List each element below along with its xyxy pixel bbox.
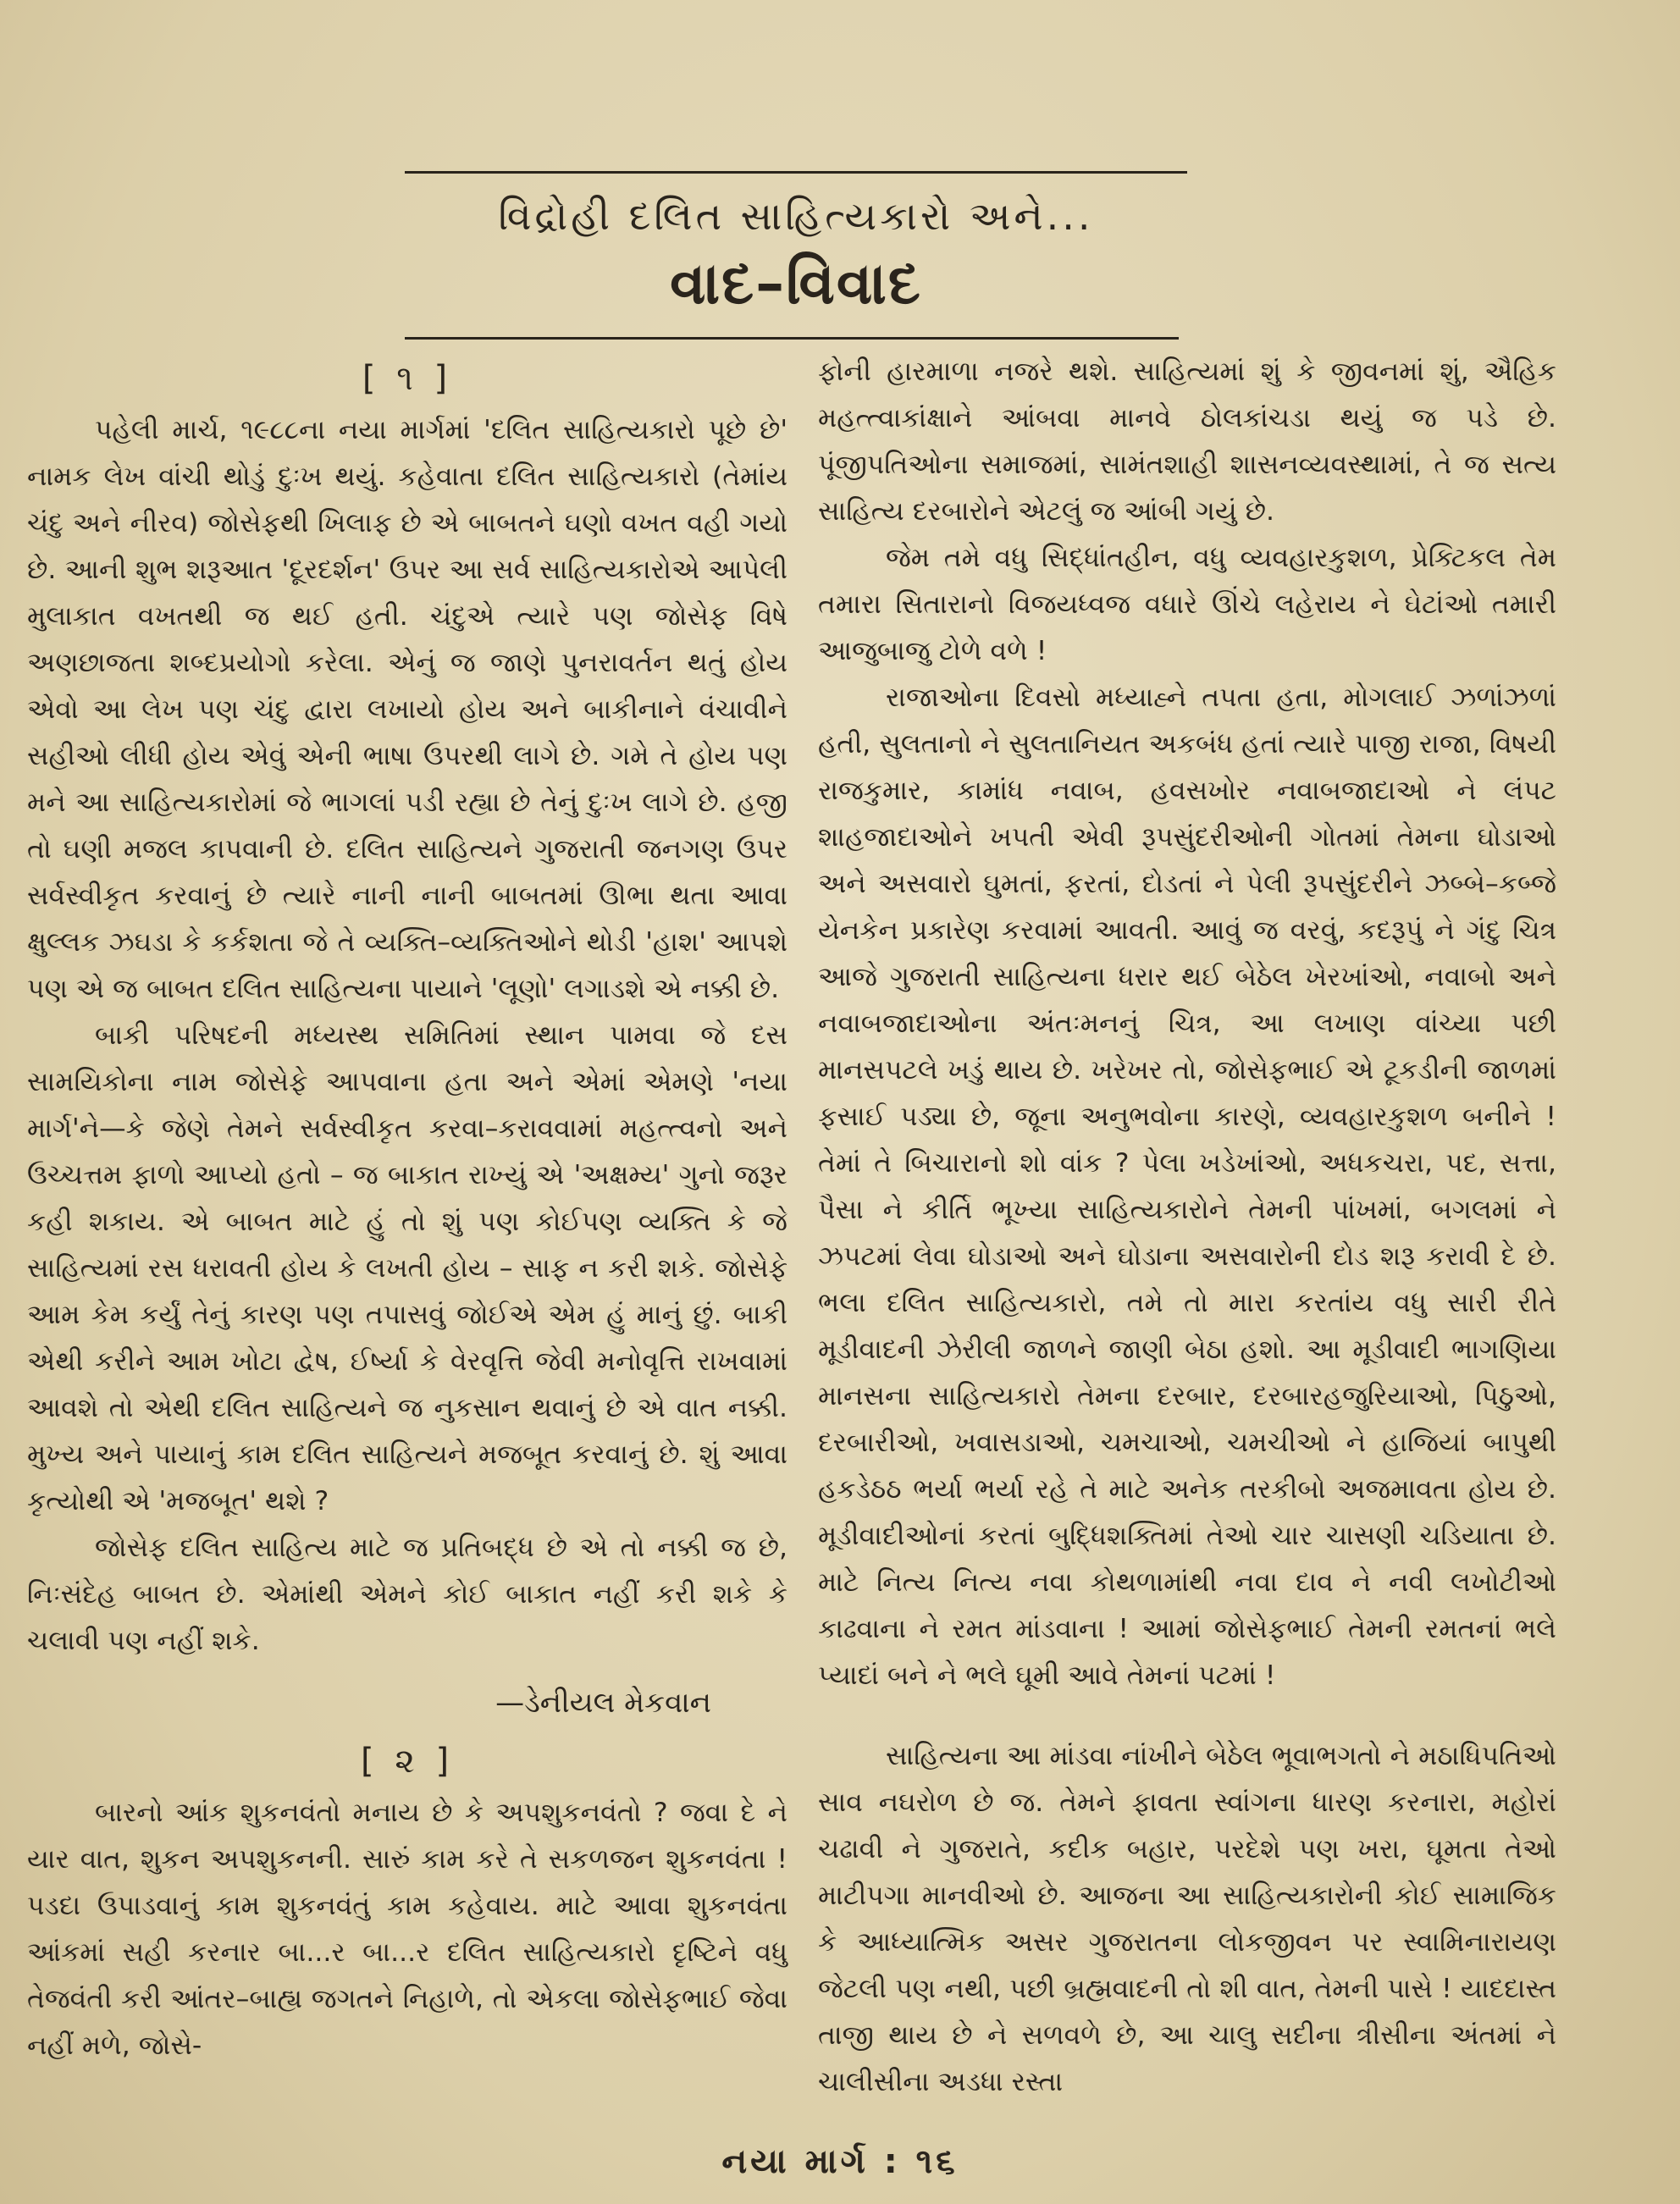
- page-footer: નયા માર્ગ : ૧૬: [721, 2142, 959, 2181]
- article-title: વાદ–વિવાદ: [670, 251, 922, 318]
- left-column: [27, 349, 788, 2069]
- section-1-number: [ ૧ ]: [362, 359, 453, 398]
- section-1-paragraph-1: પહેલી માર્ચ, ૧૯૮૮ના નયા માર્ગમાં 'દલિત સાહિત્યકારો પૂછે છે' નામક લેખ વાંચી થોડું દુઃખ થયું. કહેવાતા દલિત સાહિત્યકારો (તેમાંય ચંદુ અને નીરવ) જોસેફથી ખિલાફ છે એ બાબતને ઘણો વખત વહી ગયો છે. આની શુભ શરૂઆત 'દૂરદર્શન' ઉપર આ સર્વ સાહિત્યકારોએ આપેલી મુલાકાત વખતથી જ થઈ હતી. ચંદુએ ત્યારે પણ જોસેફ વિષે અણછાજતા શબ્દપ્રયોગો કરેલા. એનું જ જાણે પુનરાવર્તન થતું હોય એવો આ લેખ પણ ચંદુ દ્વારા લખાયો હોય અને બાકીનાને વંચાવીને સહીઓ લીધી હોય એવું એની ભાષા ઉપરથી લાગે છે. ગમે તે હોય પણ મને આ સાહિત્યકારોમાં જે ભાગલાં પડી રહ્યા છે તેનું દુઃખ લાગે છે. હજી તો ઘણી મજલ કાપવાની છે. દલિત સાહિત્યને ગુજરાતી જનગણ ઉપર સર્વસ્વીકૃત કરવાનું છે ત્યારે નાની નાની બાબતમાં ઊભા થતા આવા ક્ષુલ્લક ઝઘડા કે કર્કશતા જે તે વ્યક્તિ–વ્યક્તિઓને થોડી 'હાશ' આપશે પણ એ જ બાબત દલિત સાહિત્યના પાયાને 'લૂણો' લગાડશે એ નક્કી છે.: [27, 415, 788, 1004]
- section-2-paragraph-1: બારનો આંક શુકનવંતો મનાય છે કે અપશુકનવંતો ? જવા દે ને યાર વાત, શુકન અપશુકનની. સારું કામ કરે તે સકળજન શુકનવંતા ! પડદા ઉપાડવાનું કામ શુકનવંતું કામ કહેવાય. માટે આવા શુકનવંતા આંકમાં સહી કરનાર બા...ર બા...ર દલિત સાહિત્યકારો દૃષ્ટિને વધુ તેજવંતી કરી આંતર–બાહ્ય જગતને નિહાળે, તો એકલા જોસેફભાઈ જેવા નહીં મળે, જોસે-: [27, 1798, 788, 2061]
- article-kicker: વિદ્રોહી દલિત સાહિત્યકારો અને...: [498, 193, 1094, 239]
- section-2-number: [ ૨ ]: [360, 1742, 455, 1781]
- section-1-paragraph-3: જોસેફ દલિત સાહિત્ય માટે જ પ્રતિબદ્ધ છે એ તો નક્કી જ છે, નિઃસંદેહ બાબત છે. એમાંથી એમને કોઈ બાકાત નહીં કરી શકે કે ચલાવી પણ નહીં શકે.: [27, 1533, 788, 1656]
- right-paragraph-3: સાહિત્યના આ માંડવા નાંખીને બેઠેલ ભૂવાભગતો ને મઠાધિપતિઓ સાવ નઘરોળ છે જ. તેમને ફાવતા સ્વાંગના ધારણ કરનારા, મહોરાં ચઢાવી ને ગુજરાતે, કદીક બહાર, પરદેશે પણ ખરા, ઘૂમતા તેઓ માટીપગા માનવીઓ છે. આજના આ સાહિત્યકારોની કોઈ સામાજિક કે આધ્યાત્મિક અસર ગુજરાતના લોકજીવન પર સ્વામિનારાયણ જેટલી પણ નથી, પછી બ્રહ્મવાદની તો શી વાત, તેમની પાસે ! યાદદાસ્ત તાજી થાય છે ને સળવળે છે, આ ચાલુ સદીના ત્રીસીના અંતમાં ને ચાલીસીના અડધા રસ્તા: [818, 1741, 1556, 2097]
- right-paragraph-1: જેમ તમે વધુ સિદ્ધાંતહીન, વધુ વ્યવહારકુશળ, પ્રેક્ટિકલ તેમ તમારા સિતારાનો વિજયધ્વજ વધારે ઊંચે લહેરાય ને ઘેટાંઓ તમારી આજુબાજુ ટોળે વળે !: [818, 543, 1556, 666]
- header-rule-top: [405, 171, 1187, 174]
- right-continuation: ફોની હારમાળા નજરે થશે. સાહિત્યમાં શું કે જીવનમાં શું, ઐહિક મહત્ત્વાકાંક્ષાને આંબવા માનવે ઠોલકાંચડા થયું જ પડે છે. પૂંજીપતિઓના સમાજમાં, સામંતશાહી શાસનવ્યવસ્થામાં, તે જ સત્ય સાહિત્ય દરબારોને એટલું જ આંબી ગયું છે.: [818, 356, 1556, 527]
- header-rule-bottom: [405, 337, 1179, 340]
- paragraph-gap: [818, 1699, 1556, 1733]
- right-paragraph-2: રાજાઓના દિવસો મધ્યાહ્ને તપતા હતા, મોગલાઈ ઝળાંઝળાં હતી, સુલતાનો ને સુલતાનિયત અકબંધ હતાં ત્યારે પાજી રાજા, વિષયી રાજકુમાર, કામાંધ નવાબ, હવસખોર નવાબજાદાઓ ને લંપટ શાહજાદાઓને ખપતી એવી રૂપસુંદરીઓની ગોતમાં તેમના ઘોડાઓ અને અસવારો ઘુમતાં, ફરતાં, દોડતાં ને પેલી રૂપસુંદરીને ઝબ્બે–કબ્જે યેનકેન પ્રકારેણ કરવામાં આવતી. આવું જ વરવું, કદરૂપું ને ગંદુ ચિત્ર આજે ગુજરાતી સાહિત્યના ધરાર થઈ બેઠેલ ખેરખાંઓ, નવાબો અને નવાબજાદાઓના અંતઃમનનું ચિત્ર, આ લખાણ વાંચ્યા પછી માનસપટલે ખડું થાય છે. ખરેખર તો, જોસેફભાઈ એ ટૂકડીની જાળમાં ફસાઈ પડ્યા છે, જૂના અનુભવોના કારણે, વ્યવહારકુશળ બનીને ! તેમાં તે બિચારાનો શો વાંક ? પેલા ખડેખાંઓ, અધકચરા, પદ, સત્તા, પૈસા ને કીર્તિ ભૂખ્યા સાહિત્યકારોને તેમની પાંખમાં, બગલમાં ને ઝપટમાં લેવા ઘોડાઓ અને ઘોડાના અસવારોની દોડ શરૂ કરાવી દે છે. ભલા દલિત સાહિત્યકારો, તમે તો મારા કરતાંય વધુ સારી રીતે મૂડીવાદની ઝેરીલી જાળને જાણી બેઠા હશો. આ મૂડીવાદી ભાગણિયા માનસના સાહિત્યકારો તેમના દરબાર, દરબારહજુરિયાઓ, પિઠુઓ, દરબારીઓ, ખવાસડાઓ, ચમચાઓ, ચમચીઓ ને હાજિયાં બાપુથી હકડેઠઠ ભર્યા ભર્યા રહે તે માટે અનેક તરકીબો અજમાવતા હોય છે. મૂડીવાદીઓનાં કરતાં બુદ્ધિશક્તિમાં તેઓ ચાર ચાસણી ચડિયાતા છે. માટે નિત્ય નિત્ય નવા કોથળામાંથી નવા દાવ ને નવી લખોટીઓ કાઢવાના ને રમત માંડવાના ! આમાં જોસેફભાઈ તેમની રમતનાં ભલે પ્યાદાં બને ને ભલે ઘૂમી આવે તેમનાં પટમાં !: [818, 682, 1556, 1691]
- section-1-author: —ડેનીયલ મેકવાન: [495, 1686, 711, 1720]
- section-1-paragraph-2: બાકી પરિષદની મધ્યસ્થ સમિતિમાં સ્થાન પામવા જે દસ સામયિકોના નામ જોસેફે આપવાના હતા અને એમાં એમણે 'નયા માર્ગ'ને—કે જેણે તેમને સર્વસ્વીકૃત કરવા–કરાવવામાં મહત્ત્વનો અને ઉચ્ચત્તમ ફાળો આપ્યો હતો – જ બાકાત રાખ્યું એ 'અક્ષમ્ય' ગુનો જરૂર કહી શકાય. એ બાબત માટે હું તો શું પણ કોઈપણ વ્યક્તિ કે જે સાહિત્યમાં રસ ધરાવતી હોય કે લખતી હોય – સાફ ન કરી શકે. જોસેફે આમ કેમ કર્યું તેનું કારણ પણ તપાસવું જોઈએ એમ હું માનું છું. બાકી એથી કરીને આમ ખોટા દ્વેષ, ઈર્ષ્યા કે વેરવૃત્તિ જેવી મનોવૃત્તિ રાખવામાં આવશે તો એથી દલિત સાહિત્યને જ નુકસાન થવાનું છે એ વાત નક્કી. મુખ્ય અને પાયાનું કામ દલિત સાહિત્યને મજબૂત કરવાનું છે. શું આવા કૃત્યોથી એ 'મજબૂત' થશે ?: [27, 1020, 788, 1516]
- right-column: [818, 349, 1556, 2106]
